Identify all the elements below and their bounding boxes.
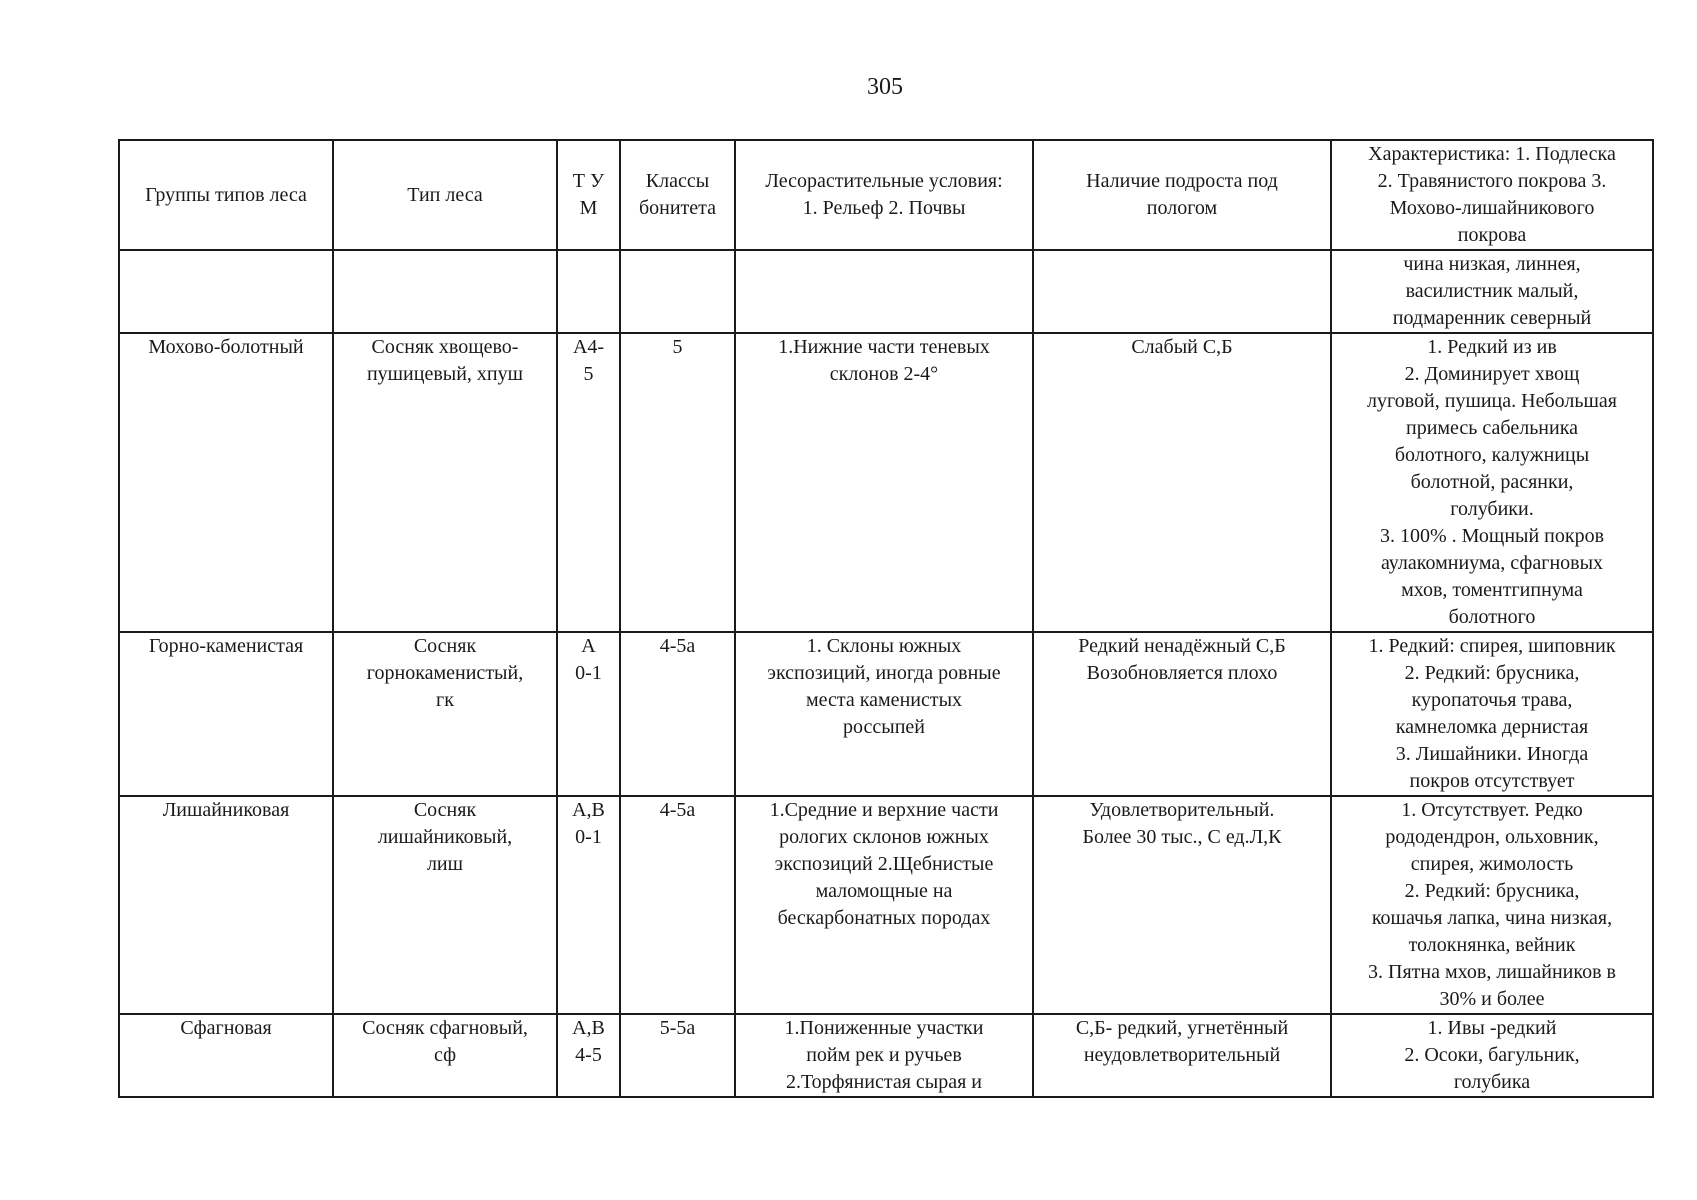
cell-tum: А,В 0-1 bbox=[557, 796, 620, 1014]
table-row bbox=[119, 1014, 1653, 1097]
cell-forest-type bbox=[333, 250, 557, 333]
header-conditions: Лесорастительные условия: 1. Рельеф 2. Почвы bbox=[735, 140, 1033, 250]
header-forest-group: Группы типов леса bbox=[119, 140, 333, 250]
cell-conditions: 1.Нижние части теневых склонов 2-4° bbox=[735, 333, 1033, 632]
cell-undergrowth: Слабый С,Б bbox=[1033, 333, 1331, 632]
forest-types-table bbox=[118, 139, 1654, 1098]
cell-forest-type: Сосняк хвощево- пушицевый, хпуш bbox=[333, 333, 557, 632]
page-number: 305 bbox=[867, 74, 903, 100]
cell-undergrowth: Редкий ненадёжный С,Б Возобновляется плохо bbox=[1033, 632, 1331, 796]
cell-conditions bbox=[735, 250, 1033, 333]
header-undergrowth: Наличие подроста под пологом bbox=[1033, 140, 1331, 250]
cell-forest-group: Мохово-болотный bbox=[119, 333, 333, 632]
cell-bonitet: 5-5а bbox=[620, 1014, 735, 1097]
cell-forest-type: Сосняк сфагновый, сф bbox=[333, 1014, 557, 1097]
cell-tum bbox=[557, 250, 620, 333]
cell-characteristics: 1. Редкий: спирея, шиповник 2. Редкий: брусника, куропаточья трава, камнеломка дернистая 3. Лишайники. Иногда покров отсутствует bbox=[1331, 632, 1653, 796]
cell-characteristics: 1. Ивы -редкий 2. Осоки, багульник, голубика bbox=[1331, 1014, 1653, 1097]
header-forest-type: Тип леса bbox=[333, 140, 557, 250]
table-row bbox=[119, 250, 1653, 333]
cell-undergrowth: Удовлетворительный. Более 30 тыс., С ед.Л,К bbox=[1033, 796, 1331, 1014]
cell-conditions: 1.Пониженные участки пойм рек и ручьев 2.Торфянистая сырая и bbox=[735, 1014, 1033, 1097]
cell-tum: А 0-1 bbox=[557, 632, 620, 796]
cell-forest-type: Сосняк лишайниковый, лиш bbox=[333, 796, 557, 1014]
cell-bonitet bbox=[620, 250, 735, 333]
table-row bbox=[119, 333, 1653, 632]
header-bonitet: Классы бонитета bbox=[620, 140, 735, 250]
cell-characteristics: чина низкая, линнея, василистник малый, подмаренник северный bbox=[1331, 250, 1653, 333]
table-row bbox=[119, 632, 1653, 796]
cell-forest-group: Горно-каменистая bbox=[119, 632, 333, 796]
cell-conditions: 1.Средние и верхние части pологих склонов южных экспозиций 2.Щебнистые маломощные на бескарбонатных породах bbox=[735, 796, 1033, 1014]
cell-undergrowth: С,Б- редкий, угнетённый неудовлетворительный bbox=[1033, 1014, 1331, 1097]
header-characteristics: Характеристика: 1. Подлеска 2. Травянистого покрова 3. Мохово-лишайникового покрова bbox=[1331, 140, 1653, 250]
cell-conditions: 1. Склоны южных экспозиций, иногда ровные места каменистых россыпей bbox=[735, 632, 1033, 796]
cell-tum: А,В 4-5 bbox=[557, 1014, 620, 1097]
cell-forest-group: Сфагновая bbox=[119, 1014, 333, 1097]
table-header-row bbox=[119, 140, 1653, 250]
cell-characteristics: 1. Отсутствует. Редко рододендрон, ольховник, спирея, жимолость 2. Редкий: брусника, кошачья лапка, чина низкая, толокнянка, вейник 3. Пятна мхов, лишайников в 30% и более bbox=[1331, 796, 1653, 1014]
table-row bbox=[119, 796, 1653, 1014]
cell-tum: А4- 5 bbox=[557, 333, 620, 632]
cell-undergrowth bbox=[1033, 250, 1331, 333]
cell-bonitet: 5 bbox=[620, 333, 735, 632]
cell-forest-type: Сосняк горнокаменистый, гк bbox=[333, 632, 557, 796]
cell-forest-group: Лишайниковая bbox=[119, 796, 333, 1014]
cell-characteristics: 1. Редкий из ив 2. Доминирует хвощ луговой, пушица. Небольшая примесь сабельника болотного, калужницы болотной, расянки, голубики. 3. 100% . Мощный покров аулакомниума, сфагновых мхов, томентгипнума болотного bbox=[1331, 333, 1653, 632]
cell-forest-group bbox=[119, 250, 333, 333]
header-tum: Т У М bbox=[557, 140, 620, 250]
cell-bonitet: 4-5а bbox=[620, 796, 735, 1014]
cell-bonitet: 4-5а bbox=[620, 632, 735, 796]
